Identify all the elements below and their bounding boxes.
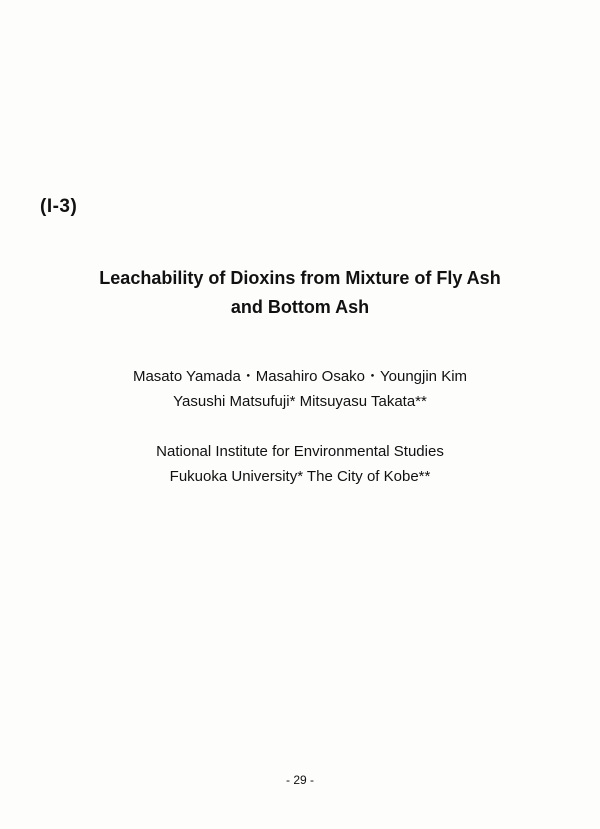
section-number: (I-3) <box>40 196 78 217</box>
paper-title <box>40 264 560 322</box>
page-number: - 29 - <box>285 773 314 787</box>
affiliation-line-1: National Institute for Environmental Studies <box>156 443 444 460</box>
affiliation-line-2: Fukuoka University* The City of Kobe** <box>169 468 431 485</box>
author-line-2: Yasushi Matsufuji* Mitsuyasu Takata** <box>173 393 427 410</box>
title-line-2: and Bottom Ash <box>230 297 370 317</box>
author-list <box>40 364 560 414</box>
affiliation-list <box>40 439 560 489</box>
author-line-1: Masato Yamada・Masahiro Osako・Youngjin Kim <box>132 368 468 385</box>
title-line-1: Leachability of Dioxins from Mixture of Fly Ash <box>99 268 501 288</box>
